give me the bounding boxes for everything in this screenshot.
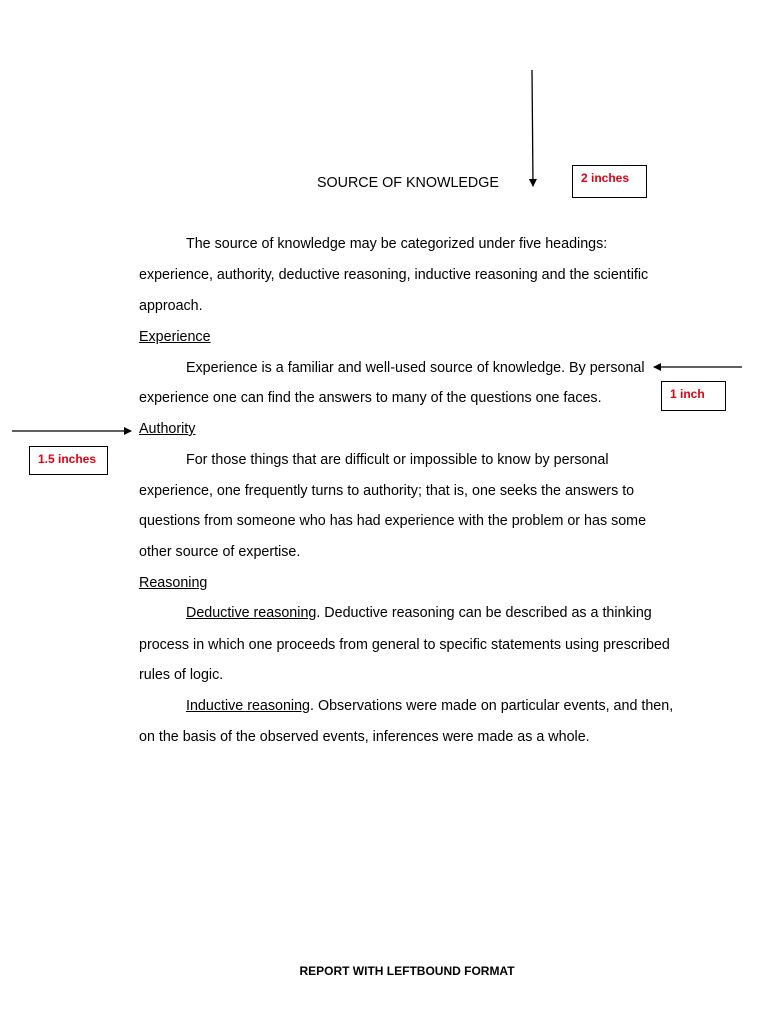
intro-line: experience, authority, deductive reasoning, inductive reasoning and the scientific	[139, 267, 649, 283]
heading-reasoning: Reasoning	[139, 575, 208, 591]
footer-caption: REPORT WITH LEFTBOUND FORMAT	[299, 964, 515, 978]
experience-line: experience one can find the answers to many of the questions one faces.	[139, 390, 602, 406]
deductive-line: rules of logic.	[139, 667, 224, 683]
authority-line: experience, one frequently turns to authority; that is, one seeks the answers to	[139, 483, 635, 499]
intro-line: The source of knowledge may be categorized under five headings:	[186, 236, 608, 252]
inductive-term: Inductive reasoning	[186, 698, 310, 714]
inductive-lead: . Observations were made on particular events, and then,	[310, 698, 674, 714]
inductive-first-line	[186, 697, 673, 715]
authority-line: other source of expertise.	[139, 544, 301, 560]
top-margin-callout: 2 inches	[572, 165, 647, 198]
inductive-line: on the basis of the observed events, inferences were made as a whole.	[139, 729, 590, 745]
top-margin-arrow	[532, 70, 533, 186]
authority-line: questions from someone who has had experience with the problem or has some	[139, 513, 647, 529]
deductive-first-line	[186, 604, 652, 622]
deductive-lead: . Deductive reasoning can be described as a thinking	[316, 605, 652, 621]
page-title: SOURCE OF KNOWLEDGE	[317, 175, 499, 191]
intro-line: approach.	[139, 298, 203, 314]
deductive-term: Deductive reasoning	[186, 605, 317, 621]
experience-line: Experience is a familiar and well-used source of knowledge. By personal	[186, 360, 645, 376]
left-margin-callout: 1.5 inches	[29, 446, 108, 475]
heading-authority: Authority	[139, 421, 196, 437]
authority-line: For those things that are difficult or impossible to know by personal	[186, 452, 609, 468]
deductive-line: process in which one proceeds from general to specific statements using prescribed	[139, 637, 670, 653]
heading-experience: Experience	[139, 329, 211, 345]
right-margin-callout: 1 inch	[661, 381, 726, 411]
